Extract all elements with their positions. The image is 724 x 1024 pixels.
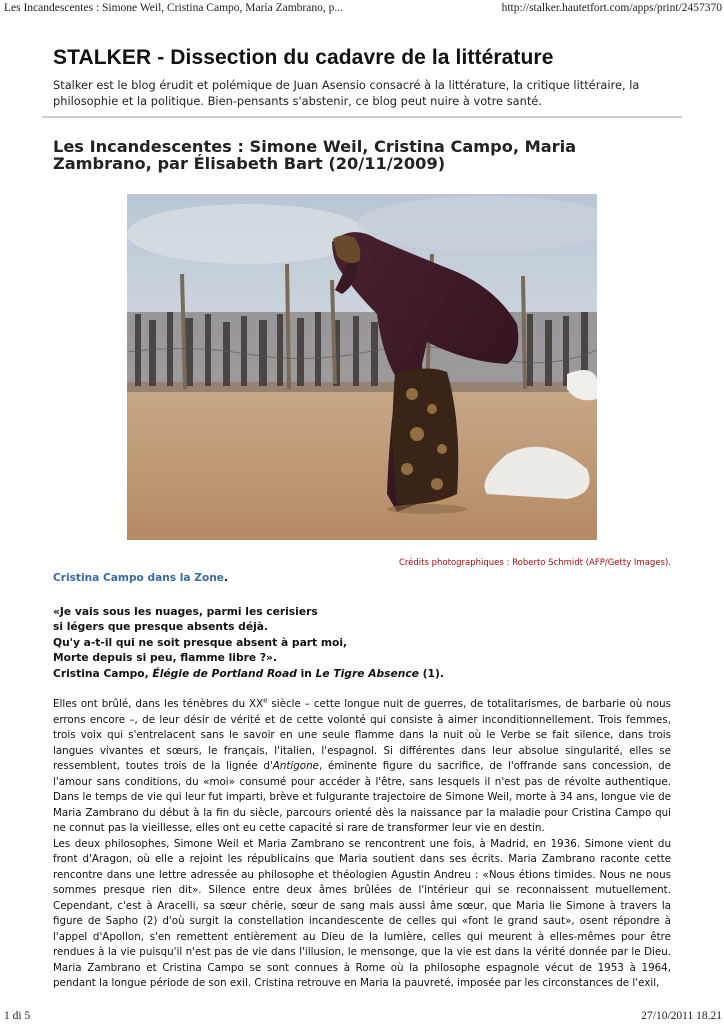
- article-page: [53, 46, 671, 992]
- paragraph: Les deux philosophes, Simone Weil et Maria Zambrano se rencontrent une fois, à Madrid, en 1936. Simone vient du front d'Aragon, où elle a rejoint les républicains que Maria soutient dans ses écrits. Maria Zambrano raconte cette rencontre dans une lettre adressée au philosophe et théologien Agustin Andreu : «Nous étions timides. Nous ne nous sommes presque rien dit». Silence entre deux âmes brûlées de l'intérieur qui se reconnaissent mutuellement. Cependant, c'est à Aracelli, sa sœur chérie, sœur de sang mais aussi âme sœur, que Maria lie Simone à travers la figure de Sapho (2) d'où surgit la constellation incandescente de celles qui «font le grand saut», osent répondre à l'appel d'Apollon, s'en remettent entièrement au Dieu de la lumière, celles qui meurent à elles-mêmes pour être rendues à la vie puisqu'il n'est pas de vie dans l'illusion, le mensonge, que la vie est dans la vérité donnée par le Dieu. Maria Zambrano et Cristina Campo se sont connues à Rome où la philosophe espagnole vécut de 1953 à 1964, pendant la longue période de son exil. Cristina retrouve en Maria la pauvreté, imposée par les circonstances de l'exil,: [53, 837, 671, 990]
- poem-line: «Je vais sous les nuages, parmi les cerisiers: [53, 605, 318, 618]
- poem-line: si légers que presque absents déjà.: [53, 620, 269, 634]
- print-header-url[interactable]: http://stalker.hautetfort.com/apps/print/2457370: [501, 2, 722, 14]
- print-footer: [4, 1008, 722, 1024]
- photo-credit: Crédits photographiques : Roberto Schmidt (AFP/Getty Images).: [398, 558, 671, 568]
- poem-epigraph: [53, 604, 671, 681]
- poem-work-title: Élégie de Portland Road: [152, 666, 297, 680]
- post-title[interactable]: Les Incandescentes : Simone Weil, Cristina Campo, Maria Zambrano, par Élisabeth Bart (20/11/2009): [53, 137, 577, 173]
- article-photo: [127, 194, 597, 540]
- print-header: [4, 0, 722, 16]
- link-period: .: [223, 572, 228, 584]
- related-post-link[interactable]: Cristina Campo dans la Zone: [53, 572, 224, 584]
- article-body: [53, 697, 671, 992]
- page-counter: 1 di 5: [4, 1010, 31, 1022]
- poem-line: Morte depuis si peu, flamme libre ?».: [53, 651, 278, 665]
- header-divider: [42, 116, 682, 118]
- blog-description: Stalker est le blog érudit et polémique de Juan Asensio consacré à la littérature, la critique littéraire, la philosophie et la politique. Bien-pensants s'abstenir, ce blog peut nuire à votre santé.: [53, 78, 640, 108]
- print-header-title: Les Incandescentes : Simone Weil, Cristina Campo, María Zambrano, p...: [4, 2, 343, 14]
- related-link-line: [53, 572, 671, 584]
- photo-woman-carrying-sack: [127, 194, 597, 540]
- blog-title[interactable]: STALKER - Dissection du cadavre de la littérature: [53, 46, 554, 69]
- poem-book-title: Le Tigre Absence: [315, 666, 419, 680]
- poem-source: Cristina Campo, Élégie de Portland Road in Le Tigre Absence (1).: [53, 666, 444, 680]
- paragraph: Elles ont brûlé, dans les ténèbres du XXe siècle – cette longue nuit de guerres, de totalitarismes, de barbarie où nous errons encore –, de leur désir de vérité et de cette volonté qui consiste à aimer inconditionnellement. Trois femmes, trois voix qui s'entrelacent sans le savoir en une seule flamme dans la nuit où le Verbe se fait silence, dans trois langues vivantes et sœurs, le français, l'italien, l'espagnol. Si différentes dans leur absolue singularité, elles se ressemblent, toutes trois de la lignée d'Antigone, éminente figure du sacrifice, de l'offrande sans concession, de l'amour sans conditions, du «moi» consumé pour accéder à l'être, sans lesquels il n'est pas de révolte authentique. Dans le temps de vie qui leur fut imparti, brève et fulgurante trajectoire de Simone Weil, morte à 34 ans, longue vie de Maria Zambrano du début à la fin du siècle, parcours orienté dès la naissance par la maladie pour Cristina Campo qui ne connut pas la vieillesse, elles ont eu cette capacité si rare de transformer leur vie en destin.: [53, 696, 671, 835]
- print-timestamp: 27/10/2011 18.21: [641, 1010, 722, 1022]
- poem-line: Qu'y a-t-il qui ne soit presque absent à part moi,: [53, 635, 348, 649]
